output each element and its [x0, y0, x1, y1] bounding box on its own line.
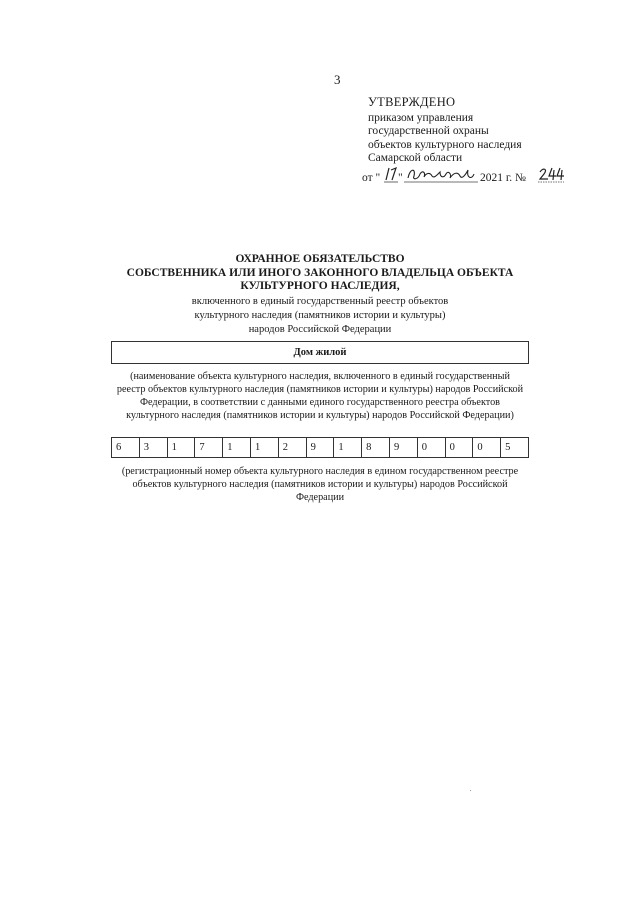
registration-number-grid	[111, 437, 529, 458]
subtitle-line: культурного наследия (памятников истории и культуры)	[194, 309, 446, 321]
caption-line: (регистрационный номер объекта культурного наследия в едином государственном реестре	[121, 466, 519, 477]
subtitle-line: народов Российской Федерации	[248, 323, 392, 335]
reg-digit-cell: 8	[362, 438, 390, 457]
reg-digit-cell: 0	[418, 438, 446, 457]
approval-heading: УТВЕРЖДЕНО	[368, 95, 456, 109]
caption-line: культурного наследия (памятников истории и культуры) народов Российской Федерации)	[126, 410, 514, 421]
approval-line: Самарской области	[368, 152, 463, 165]
approval-line: приказом управления	[368, 111, 474, 124]
subtitle-line: включенного в единый государственный реестр объектов	[191, 295, 449, 307]
reg-digit-cell: 1	[168, 438, 196, 457]
reg-digit-cell: 2	[279, 438, 307, 457]
reg-digit-cell: 0	[446, 438, 474, 457]
scan-artifact	[470, 790, 471, 791]
date-prefix: от "	[362, 171, 381, 184]
reg-digit-cell: 9	[307, 438, 335, 457]
caption-line: объектов культурного наследия (памятников истории и культуры) народов Российской	[132, 479, 508, 490]
registration-caption	[112, 465, 528, 504]
handwritten-month	[408, 170, 474, 179]
approval-date-line	[362, 168, 618, 188]
title-line: КУЛЬТУРНОГО НАСЛЕДИЯ,	[240, 280, 400, 292]
date-year: 2021 г. №	[480, 171, 527, 184]
caption-line: (наименование объекта культурного наследия, включенного в единый государственный	[130, 371, 510, 382]
object-name-field: Дом жилой	[111, 341, 529, 364]
date-mid-quote: "	[398, 171, 403, 184]
handwritten-number	[540, 168, 564, 180]
caption-line: реестр объектов культурного наследия (памятников истории и культуры) народов Российской	[116, 384, 524, 395]
reg-digit-cell: 9	[390, 438, 418, 457]
handwriting-overlay	[368, 164, 628, 190]
page-number: 3	[334, 72, 341, 87]
reg-digit-cell: 5	[505, 442, 511, 453]
reg-digit-cell: 1	[251, 438, 279, 457]
handwritten-day	[386, 168, 396, 180]
reg-digit-cell: 3	[140, 438, 168, 457]
document-title	[110, 253, 530, 336]
reg-digit-cell: 1	[334, 438, 362, 457]
approval-block	[362, 95, 618, 188]
title-line: СОБСТВЕННИКА ИЛИ ИНОГО ЗАКОННОГО ВЛАДЕЛЬЦА ОБЪЕКТА	[126, 266, 514, 279]
reg-digit-cell: 0	[473, 438, 501, 457]
object-name-caption	[112, 370, 528, 422]
approval-line: объектов культурного наследия	[368, 138, 522, 151]
reg-digit-cell: 6	[112, 438, 140, 457]
title-line: ОХРАННОЕ ОБЯЗАТЕЛЬСТВО	[235, 253, 405, 265]
caption-line: Федерации	[295, 492, 345, 503]
approval-line: государственной охраны	[368, 125, 489, 138]
reg-digit-cell: 7	[195, 438, 223, 457]
reg-digit-cell: 1	[223, 438, 251, 457]
caption-line: Федерации, в соответствии с данными единого государственного реестра объектов	[140, 397, 500, 408]
